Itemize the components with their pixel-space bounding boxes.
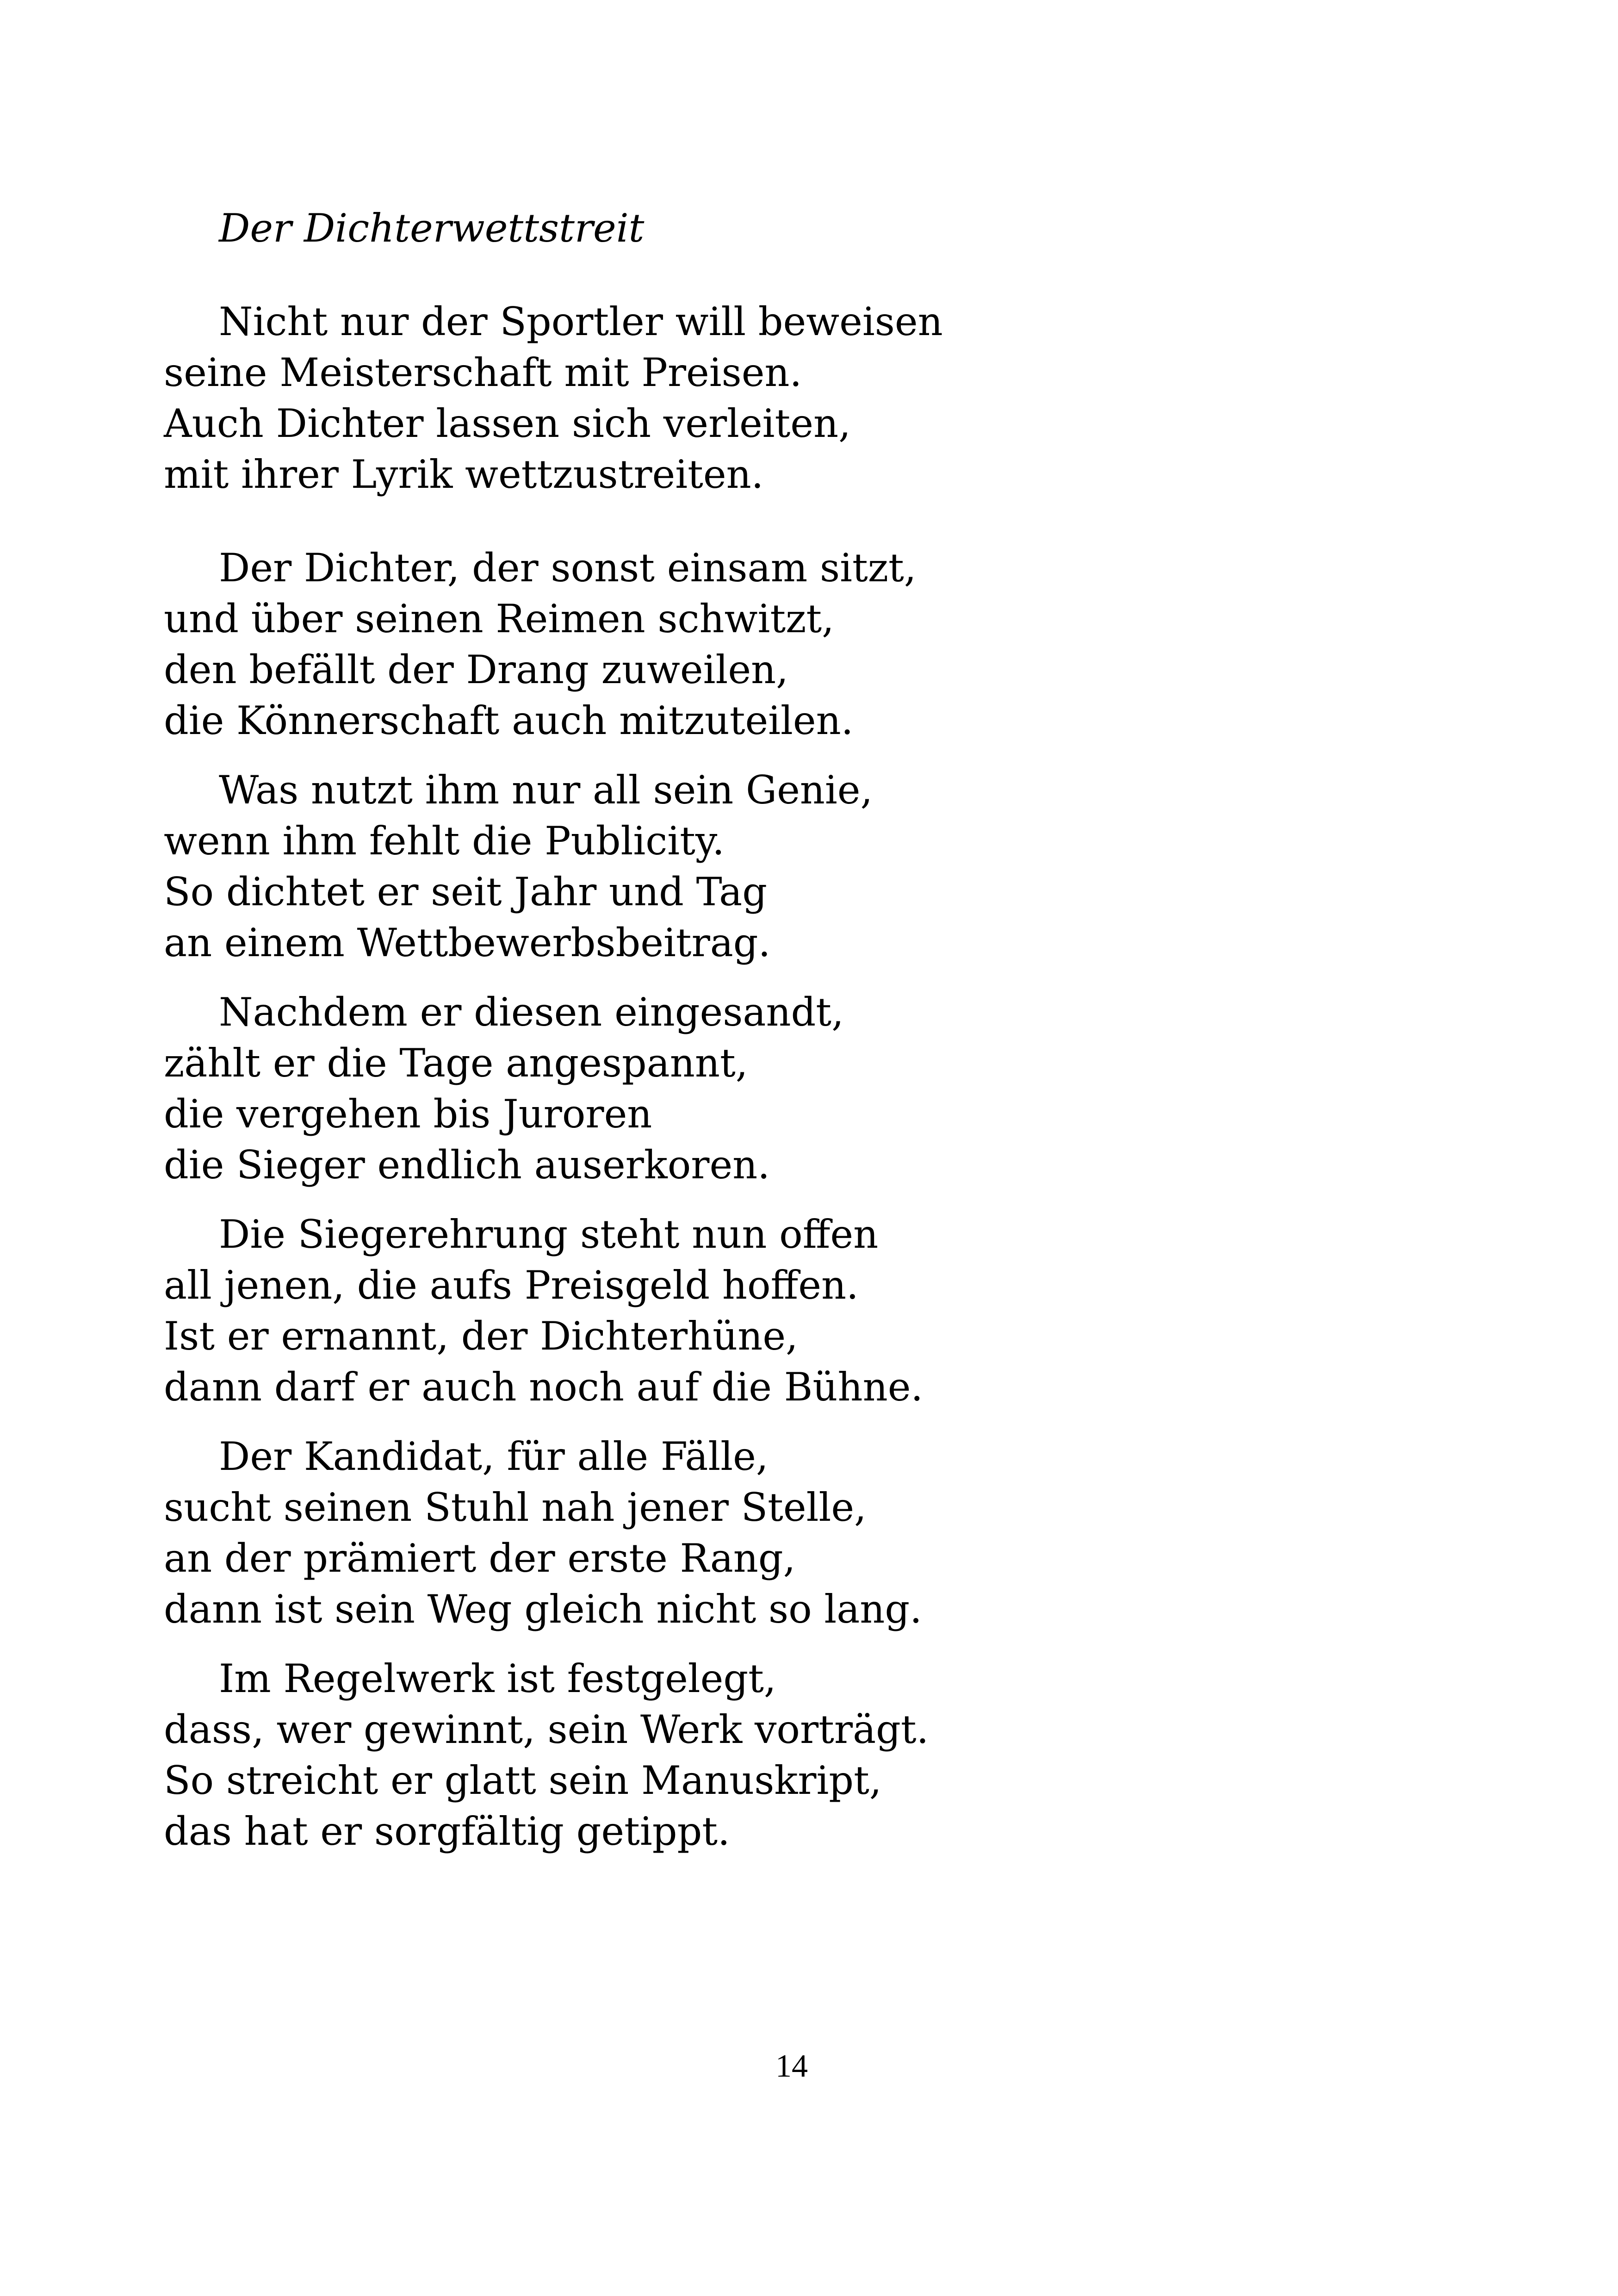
stanza-3	[164, 765, 873, 968]
verse-line: die Sieger endlich auserkoren.	[164, 1142, 770, 1188]
verse-line: sucht seinen Stuhl nah jener Stelle,	[164, 1485, 867, 1530]
verse-line: Nicht nur der Sportler will beweisen	[219, 299, 943, 344]
verse-line: die Könnerschaft auch mitzuteilen.	[164, 698, 854, 743]
stanza-5	[164, 1209, 923, 1412]
stanza-1	[164, 296, 943, 500]
verse-line: all jenen, die aufs Preisgeld hoffen.	[164, 1263, 859, 1308]
poem-title: Der Dichterwettstreit	[219, 205, 645, 251]
verse-line: Nachdem er diesen eingesandt,	[219, 989, 844, 1035]
verse-line: mit ihrer Lyrik wettzustreiten.	[164, 452, 764, 497]
verse-line: an der prämiert der erste Rang,	[164, 1536, 796, 1581]
verse-line: an einem Wettbewerbsbeitrag.	[164, 920, 771, 965]
verse-line: Der Dichter, der sonst einsam sitzt,	[219, 545, 917, 591]
verse-line: den befällt der Drang zuweilen,	[164, 647, 788, 692]
verse-line: dass, wer gewinnt, sein Werk vorträgt.	[164, 1707, 929, 1752]
verse-line: zählt er die Tage angespannt,	[164, 1040, 748, 1086]
verse-line: Der Kandidat, für alle Fälle,	[219, 1434, 769, 1479]
verse-line: Was nutzt ihm nur all sein Genie,	[219, 767, 873, 813]
verse-line: Die Siegerehrung steht nun offen	[219, 1212, 879, 1257]
verse-line: wenn ihm fehlt die Publicity.	[164, 818, 725, 864]
verse-line: seine Meisterschaft mit Preisen.	[164, 350, 802, 395]
verse-line: das hat er sorgfältig getippt.	[164, 1809, 730, 1854]
page-number: 14	[775, 2048, 808, 2084]
stanza-4	[164, 987, 844, 1190]
stanza-6	[164, 1431, 922, 1635]
verse-line: Ist er ernannt, der Dichterhüne,	[164, 1313, 798, 1359]
verse-line: die vergehen bis Juroren	[164, 1091, 652, 1137]
verse-line: So streicht er glatt sein Manuskript,	[164, 1758, 882, 1803]
stanza-7	[164, 1653, 929, 1857]
verse-line: und über seinen Reimen schwitzt,	[164, 596, 834, 641]
verse-line: Im Regelwerk ist festgelegt,	[219, 1656, 776, 1701]
verse-line: So dichtet er seit Jahr und Tag	[164, 869, 767, 915]
verse-line: dann darf er auch noch auf die Bühne.	[164, 1364, 924, 1410]
verse-line: Auch Dichter lassen sich verleiten,	[164, 401, 851, 446]
verse-line: dann ist sein Weg gleich nicht so lang.	[164, 1587, 922, 1632]
stanza-2	[164, 542, 916, 746]
